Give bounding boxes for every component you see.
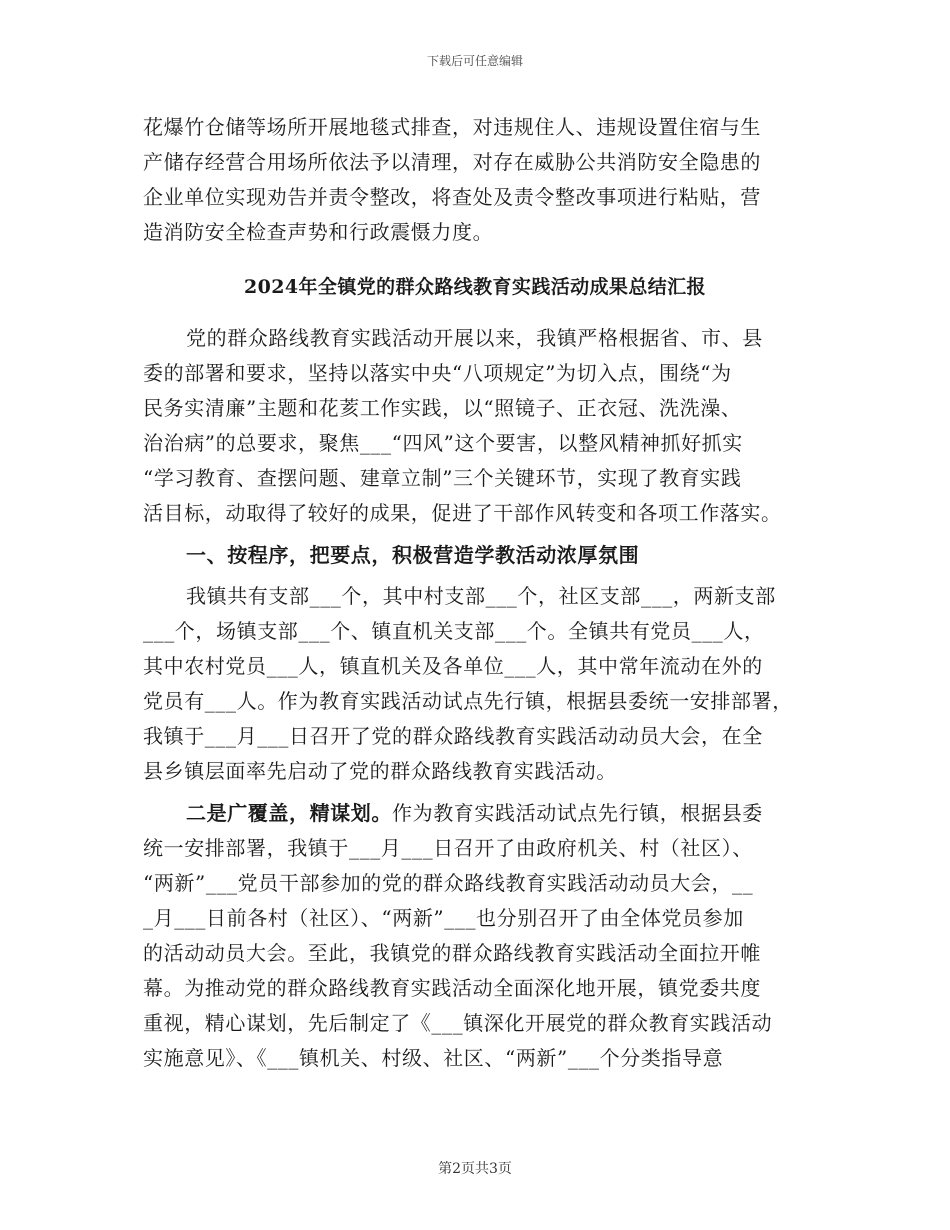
text-line: 产储存经营合用场所依法予以清理，对存在威胁公共消防安全隐患的 bbox=[143, 150, 761, 174]
paragraph-lead: 二是广覆盖，精谋划。 bbox=[186, 801, 392, 825]
text-line bbox=[186, 799, 763, 827]
text-line: 企业单位实现劝告并责令整改，将查处及责令整改事项进行粘贴，营 bbox=[143, 185, 761, 209]
text-line: 其中农村党员___人，镇直机关及各单位___人，其中常年流动在外的 bbox=[143, 654, 763, 678]
text-line: “两新”___党员干部参加的党的群众路线教育实践活动动员大会，__ bbox=[143, 871, 754, 895]
text-line: ___个，场镇支部___个、镇直机关支部___个。全镇共有党员___人， bbox=[143, 619, 765, 643]
text-line: _月___日前各村（社区）、“两新”___也分别召开了由全体党员参加 bbox=[143, 906, 744, 930]
text-line: 幕。为推动党的群众路线教育实践活动全面深化地开展，镇党委共度 bbox=[143, 976, 761, 1000]
paragraph-text: 作为教育实践活动试点先行镇，根据县委 bbox=[392, 801, 763, 825]
document-title: 2024年全镇党的群众路线教育实践活动成果总结汇报 bbox=[244, 276, 706, 298]
text-line: 重视，精心谋划，先后制定了《___镇深化开展党的群众教育实践活动 bbox=[143, 1011, 773, 1035]
text-line: 的活动动员大会。至此，我镇党的群众路线教育实践活动全面拉开帷 bbox=[143, 941, 761, 965]
text-line: 我镇于___月___日召开了党的群众路线教育实践活动动员大会，在全 bbox=[143, 724, 763, 748]
text-line: 治治病”的总要求，聚焦___“四风”这个要害，以整风精神抓好抓实 bbox=[143, 431, 743, 455]
text-line: 花爆竹仓储等场所开展地毯式排查，对违规住人、违规设置住宿与生 bbox=[143, 115, 761, 139]
text-line: 统一安排部署，我镇于___月___日召开了由政府机关、村（社区）、 bbox=[143, 836, 753, 860]
text-line: 民务实清廉”主题和花荄工作实践，以“照镜子、正衣冠、洗洗澡、 bbox=[143, 396, 742, 420]
text-line: 我镇共有支部___个，其中村支部___个，社区支部___，两新支部 bbox=[186, 584, 776, 608]
page-header-note: 下载后可任意编辑 bbox=[426, 54, 523, 68]
text-line: 县乡镇层面率先启动了党的群众路线教育实践活动。 bbox=[143, 759, 617, 783]
page-footer-number: 第2页共3页 bbox=[438, 1161, 512, 1177]
text-line: 实施意见》、《___镇机关、村级、社区、“两新”___个分类指导意 bbox=[143, 1046, 724, 1070]
section-heading: 一、按程序，把要点，积极营造学教活动浓厚氛围 bbox=[186, 543, 640, 567]
text-line: 委的部署和要求，坚持以落实中央“八项规定”为切入点，围绕“为 bbox=[143, 361, 732, 385]
text-line: “学习教育、查摆问题、建章立制”三个关键环节，实现了教育实践 bbox=[143, 466, 742, 490]
text-line: 党的群众路线教育实践活动开展以来，我镇严格根据省、市、县 bbox=[186, 326, 763, 350]
text-line: 党员有___人。作为教育实践活动试点先行镇，根据县委统一安排部署， bbox=[143, 689, 793, 713]
text-line: 造消防安全检查声势和行政震慑力度。 bbox=[143, 220, 494, 244]
text-line: 活目标，动取得了较好的成果，促进了干部作风转变和各项工作落实。 bbox=[143, 501, 782, 525]
